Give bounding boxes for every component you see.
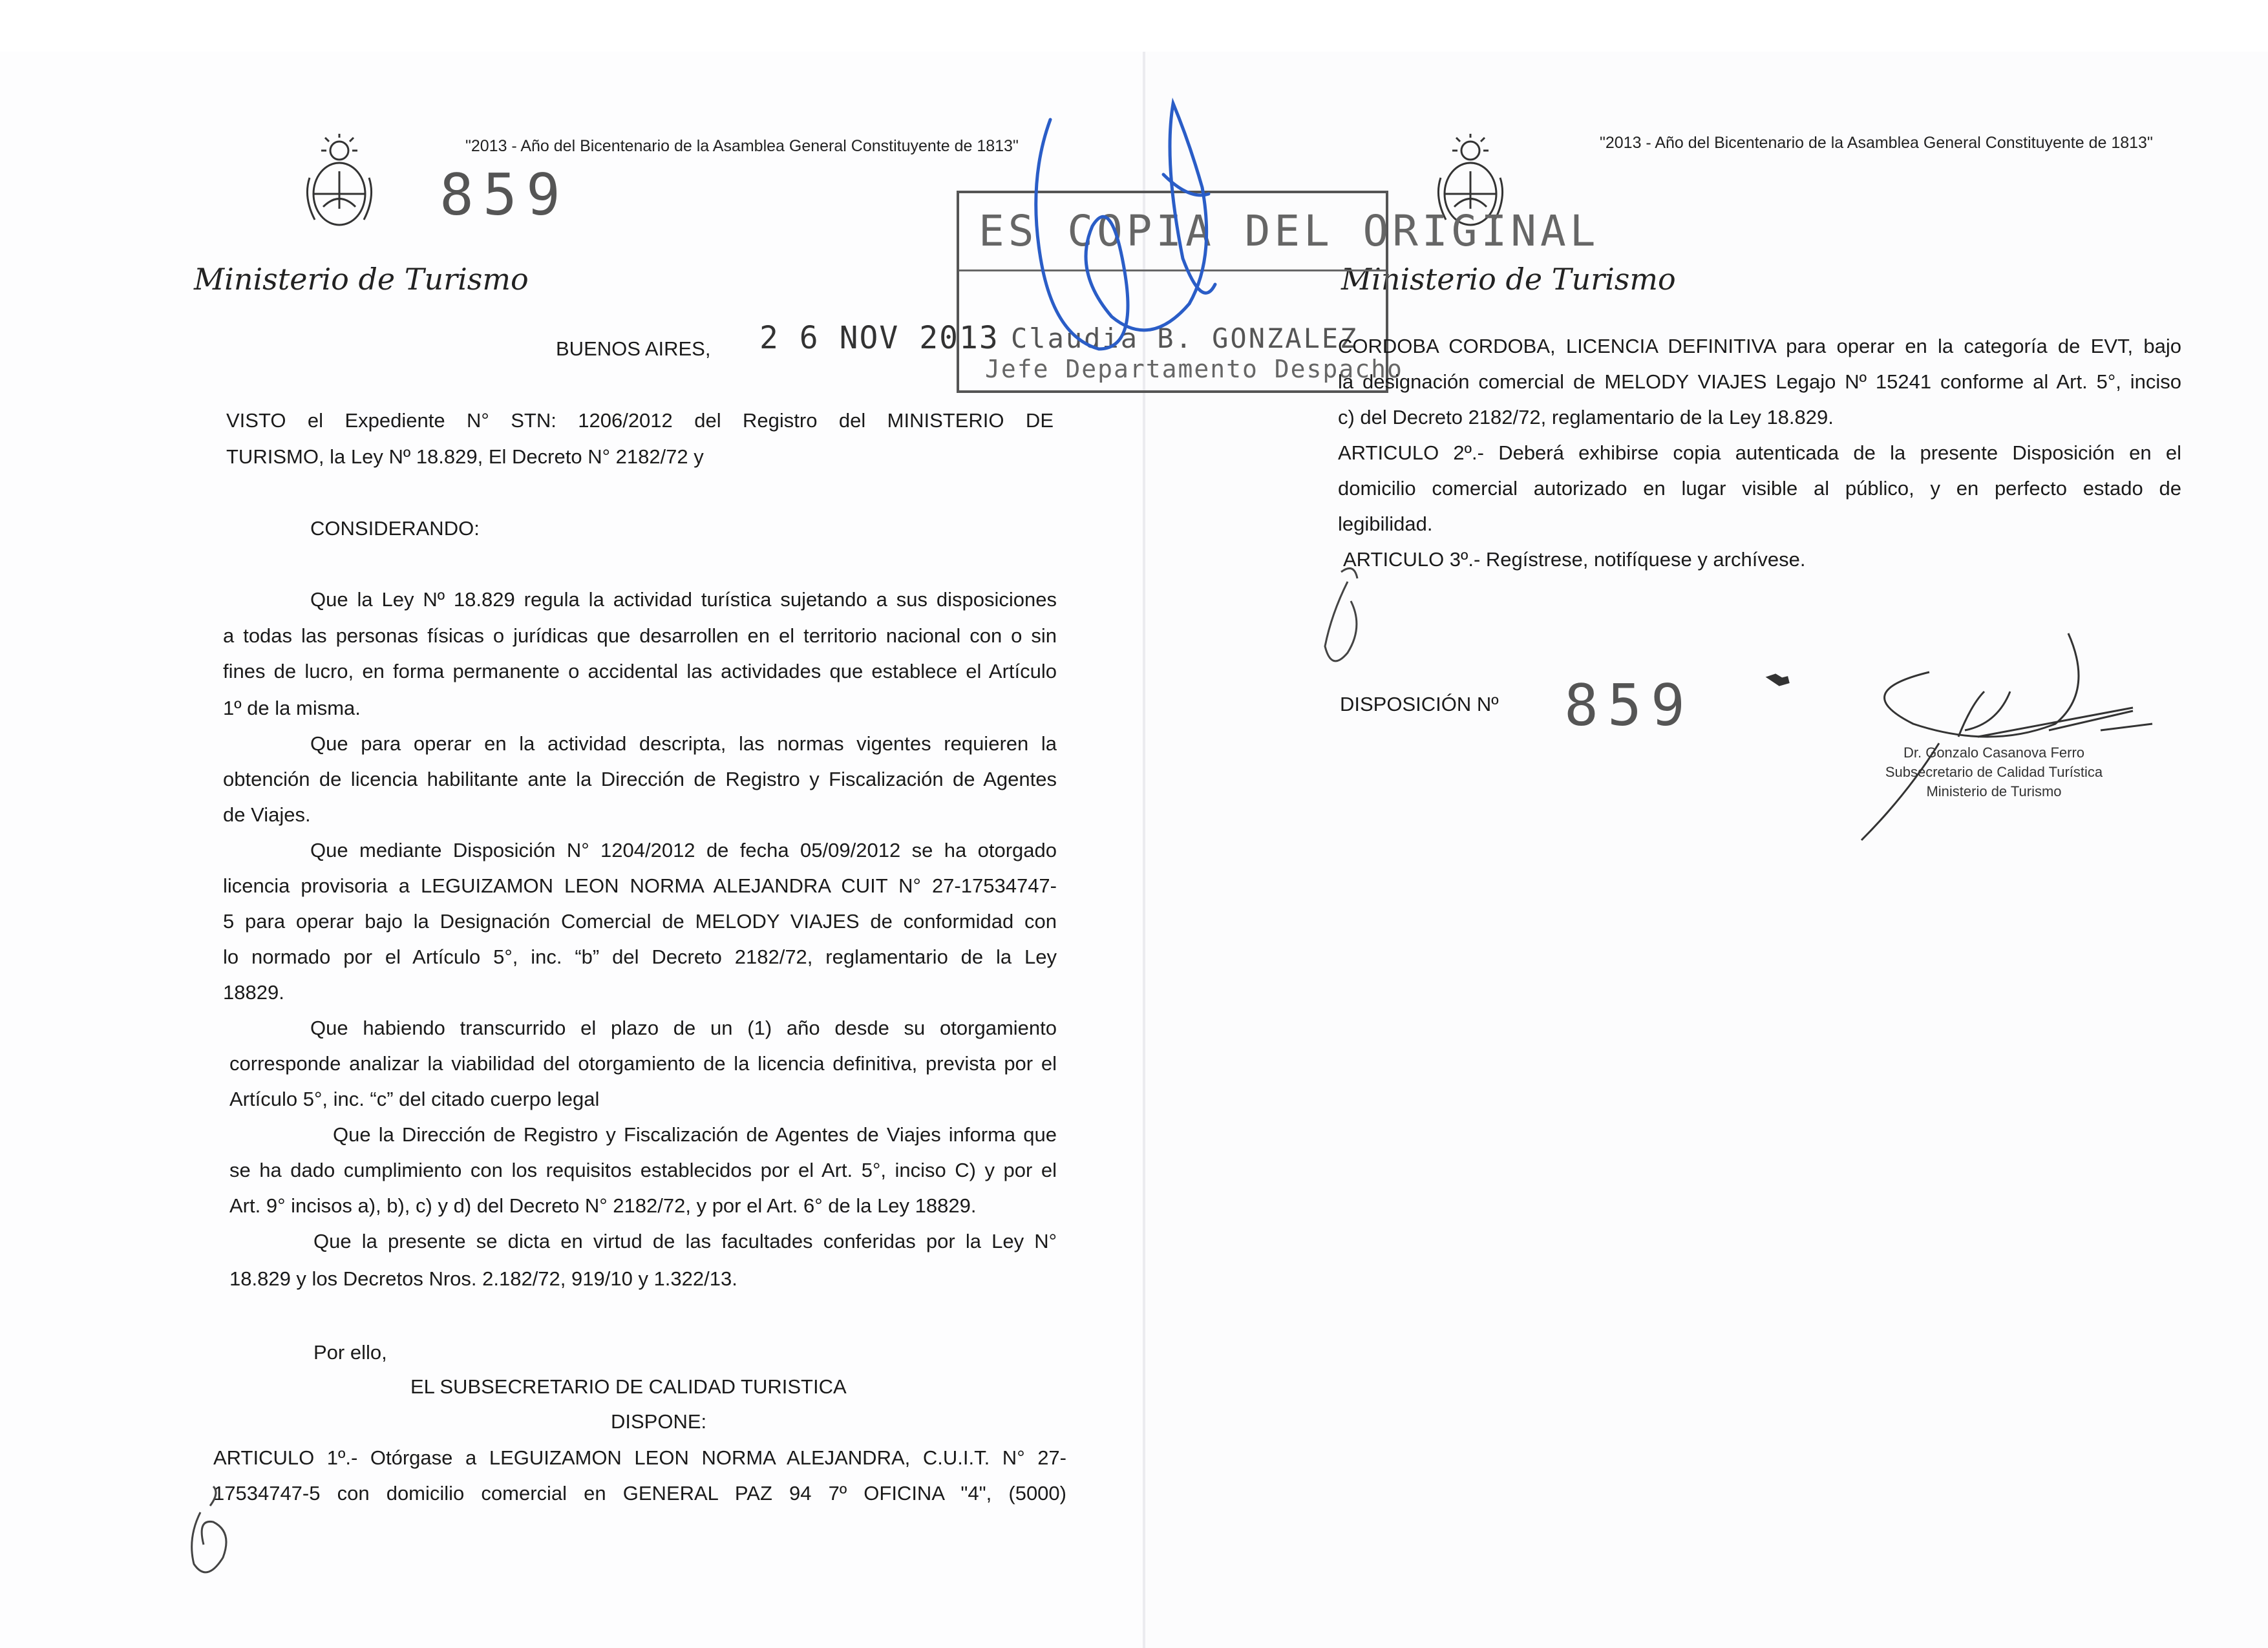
article-1-continued: CORDOBA CORDOBA, LICENCIA DEFINITIVA para operar en la categoría de EVT, bajo la designación comercial de MELODY VIAJES Legajo Nº 15241 conforme al Art. 5°, inciso bbox=[1338, 335, 2181, 393]
article-3: ARTICULO 3º.- Regístrese, notifíquese y archívese. bbox=[1343, 548, 1806, 571]
paragraph-5: Que la Dirección de Registro y Fiscalización de Agentes de Viajes informa que bbox=[333, 1123, 1057, 1146]
paragraph-5: se ha dado cumplimiento con los requisitos establecidos por el Art. 5°, inciso C) y por el bbox=[229, 1159, 1057, 1181]
paragraph-3: licencia provisoria a LEGUIZAMON LEON NORMA ALEJANDRA CUIT N° 27-17534747- 5 para operar bajo la Designación Comercial de MELODY VIAJES de conformidad con lo normado por el Artículo 5°, inc. “b” del Decreto 2182/72, reglamentario de la Ley bbox=[223, 874, 1057, 968]
stamp-title: ES COPIA DEL ORIGINAL bbox=[979, 206, 1600, 256]
article-1: ARTICULO 1º.- Otórgase a LEGUIZAMON LEON NORMA ALEJANDRA, C.U.I.T. N° 27- 17534747-5 con domicilio comercial en GENERAL PAZ 94 7º OFICINA "4", (5000) bbox=[213, 1446, 1066, 1505]
paragraph-2-line: de Viajes. bbox=[223, 803, 311, 826]
subsecretario-heading: EL SUBSECRETARIO DE CALIDAD TURISTICA bbox=[410, 1375, 847, 1398]
disposition-number-stamp: 859 bbox=[440, 162, 569, 228]
stamp-officer-role: Jefe Departamento Despacho bbox=[985, 355, 1403, 383]
paragraph-2: Que para operar en la actividad descripta, las normas vigentes requieren la bbox=[310, 732, 1057, 755]
signatory-ministry: Ministerio de Turismo bbox=[1926, 783, 2062, 799]
paragraph-4: corresponde analizar la viabilidad del otorgamiento de la licencia definitiva, prevista por el bbox=[229, 1052, 1057, 1075]
paragraph-3-line: 18829. bbox=[223, 981, 284, 1004]
motto-text: "2013 - Año del Bicentenario de la Asamblea General Constituyente de 1813" bbox=[1600, 134, 2153, 152]
disposition-number-stamp: 859 bbox=[1564, 672, 1694, 739]
visto-paragraph-line: TURISMO, la Ley Nº 18.829, El Decreto N° 2182/72 y bbox=[226, 445, 704, 468]
considerando-heading: CONSIDERANDO: bbox=[310, 517, 480, 540]
paragraph-6: Que la presente se dicta en virtud de las facultades conferidas por la Ley N° bbox=[313, 1230, 1057, 1252]
article-1-continued-line: c) del Decreto 2182/72, reglamentario de la Ley 18.829. bbox=[1338, 406, 1834, 428]
stamp-officer-name: Claudia B. GONZALEZ bbox=[1011, 322, 1359, 354]
paragraph-1-line: 1º de la misma. bbox=[223, 697, 361, 719]
ministry-name: Ministerio de Turismo bbox=[194, 262, 529, 297]
article-2: ARTICULO 2º.- Deberá exhibirse copia autenticada de la presente Disposición en el domicilio comercial autorizado en lugar visible al público, y en perfecto estado de bbox=[1338, 441, 2181, 500]
por-ello-text: Por ello, bbox=[313, 1341, 387, 1364]
disposition-label: DISPOSICIÓN Nº bbox=[1340, 693, 1499, 715]
motto-text: "2013 - Año del Bicentenario de la Asamblea General Constituyente de 1813" bbox=[465, 137, 1019, 155]
coat-of-arms-icon bbox=[301, 132, 378, 229]
place-label: BUENOS AIRES, bbox=[556, 337, 711, 360]
signatory-title: Subsecretario de Calidad Turística bbox=[1885, 764, 2103, 780]
paragraph-6-line: 18.829 y los Decretos Nros. 2.182/72, 919/10 y 1.322/13. bbox=[229, 1267, 737, 1290]
paragraph-5-line: Art. 9° incisos a), b), c) y d) del Decreto N° 2182/72, y por el Art. 6° de la Ley 18829. bbox=[229, 1194, 977, 1217]
ministry-name: Ministerio de Turismo bbox=[1341, 262, 1676, 297]
paragraph-4: Que habiendo transcurrido el plazo de un (1) año desde su otorgamiento bbox=[310, 1017, 1057, 1039]
visto-paragraph: VISTO el Expediente N° STN: 1206/2012 del Registro del MINISTERIO DE bbox=[226, 409, 1054, 432]
paragraph-3: Que mediante Disposición N° 1204/2012 de fecha 05/09/2012 se ha otorgado bbox=[310, 839, 1057, 861]
signatory-name: Dr. Gonzalo Casanova Ferro bbox=[1903, 745, 2085, 761]
paragraph-1: Que la Ley Nº 18.829 regula la actividad turística sujetando a sus disposiciones bbox=[310, 588, 1057, 611]
article-2-line: legibilidad. bbox=[1338, 512, 1433, 535]
signatory-block bbox=[1871, 743, 2117, 801]
paragraph-1: a todas las personas físicas o jurídicas que desarrollen en el territorio nacional con o sin fines de lucro, en forma permanente o accidental las actividades que establece el Artículo bbox=[223, 624, 1057, 682]
dispone-heading: DISPONE: bbox=[611, 1410, 707, 1433]
paragraph-4-line: Artículo 5°, inc. “c” del citado cuerpo legal bbox=[229, 1088, 600, 1110]
date-stamp: 2 6 NOV 2013 bbox=[759, 320, 999, 356]
paragraph-2: obtención de licencia habilitante ante la Dirección de Registro y Fiscalización de Agentes bbox=[223, 768, 1057, 790]
